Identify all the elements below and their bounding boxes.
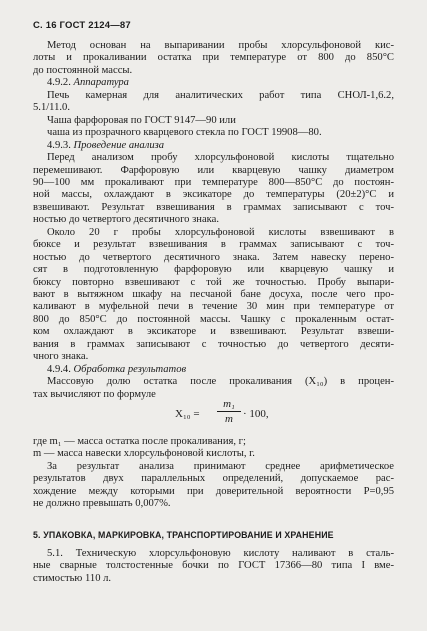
text-line: не должно превышать 0,007%. <box>33 498 171 509</box>
text-line: каливают в муфельной печи в течение 30 мин при температуре от <box>33 301 394 313</box>
section-title-5: 5. УПАКОВКА, МАРКИРОВКА, ТРАНСПОРТИРОВАНИЕ И ХРАНЕНИЕ <box>33 530 334 540</box>
text-line: Около 20 г пробы хлорсульфоновой кислоты взвешивают в <box>47 226 394 238</box>
formula-rhs: · 100, <box>243 408 269 420</box>
text-line: 4.9.3. Проведение анализа <box>47 139 165 151</box>
text-line: ной массы, охлаждают в эксикаторе до температуры (20±2)°С и <box>33 189 394 201</box>
formula-fraction <box>217 398 241 425</box>
text-line: хождение между которыми при доверительной вероятности P=0,95 <box>33 485 394 497</box>
text-line: ные сварные толстостенные бочки по ГОСТ 17366—80 типа I вме- <box>33 560 394 572</box>
formula-x10 <box>175 398 335 434</box>
text-line: вают в вытяжном шкафу на песчаной бане досуха, после чего про- <box>33 289 394 300</box>
text-line: лоты и прокаливании остатка при температуре от 800 до 850°С <box>33 52 394 64</box>
formula-denominator: m <box>225 413 233 425</box>
text-line: где m₁ — масса остатка после прокаливания, г; <box>33 436 246 447</box>
text-line: ностью до четвертого десятичного знака. <box>33 214 220 226</box>
text-line: 4.9.2. Аппаратура <box>47 77 129 89</box>
text-line: ком охлаждают в эксикаторе и взвешивают. Результат взвеши- <box>33 326 394 338</box>
text-line: бюксу повторно взвешивают с той же точностью. Пробу выпари- <box>33 276 394 288</box>
fraction-bar <box>217 411 241 412</box>
text-line: до постоянной массы. <box>33 64 133 76</box>
text-line: Чаша фарфоровая по ГОСТ 9147—90 или <box>47 114 236 126</box>
text-line: сят в подготовленную фарфоровую или кварцевую чашку и <box>33 264 394 276</box>
text-line: Печь камерная для аналитических работ типа СНОЛ-1,6.2, <box>47 89 394 101</box>
text-line: m — масса навески хлорсульфоновой кислоты, г. <box>33 448 255 460</box>
text-line: чного знака. <box>33 351 89 363</box>
text-line: Массовую долю остатка после прокаливания (X₁₀) в процен- <box>47 376 394 388</box>
text-line: бюксе и результат взвешивания в граммах записывают с точ- <box>33 239 394 251</box>
text-line: взвешивают. Результат взвешивания в граммах записывают с точ- <box>33 201 394 213</box>
text-line: Метод основан на выпаривании пробы хлорсульфоновой кис- <box>47 40 394 51</box>
text-line: За результат анализа принимают среднее арифметическое <box>47 460 394 472</box>
text-line: тах вычисляют по формуле <box>33 388 156 400</box>
page-header: С. 16 ГОСТ 2124—87 <box>33 20 131 31</box>
text-line: 800 до 850°С до постоянной массы. Чашку с прокаленным остат- <box>33 313 394 325</box>
text-line: результатов двух параллельных определений, допускаемое рас- <box>33 473 394 485</box>
text-line: 90—100 мм прокаливают при температуре 800—850°С до постоян- <box>33 176 394 188</box>
formula-lhs: X₁₀ = <box>175 408 200 420</box>
text-line: Перед анализом пробу хлорсульфоновой кислоты тщательно <box>47 152 394 164</box>
text-line: вания в граммах записывают с точностью до четвертого десяти- <box>33 338 394 350</box>
text-line: перемешивают. Фарфоровую или кварцевую чашку диаметром <box>33 164 394 176</box>
text-line: стимостью 110 л. <box>33 572 112 584</box>
text-line: ностью до четвертого десятичного знака. Затем навеску перено- <box>33 251 394 263</box>
text-line: 5.1. Техническую хлорсульфоновую кислоту наливают в сталь- <box>47 548 394 559</box>
text-line: 4.9.4. Обработка результатов <box>47 363 187 375</box>
formula-numerator: m₁ <box>223 398 235 410</box>
text-line: 5.1/11.0. <box>33 102 70 114</box>
text-line: чаша из прозрачного кварцевого стекла по ГОСТ 19908—80. <box>47 127 322 139</box>
